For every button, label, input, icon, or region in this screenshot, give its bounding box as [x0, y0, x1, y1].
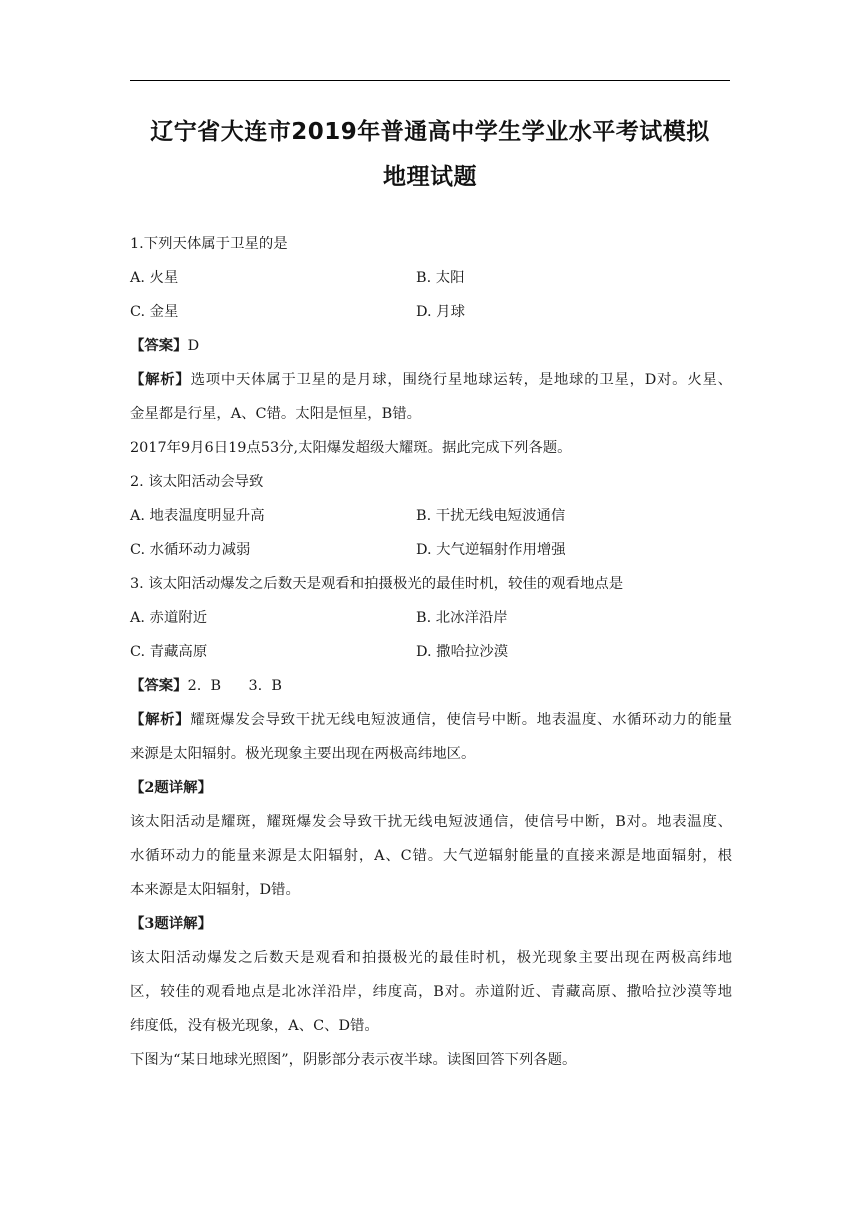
answer-value: 2. B 3. B — [187, 678, 282, 694]
q1-option-d: D. 月球 — [416, 304, 465, 320]
q3-option-a: A. 赤道附近 — [130, 610, 208, 626]
analysis-text: 耀斑爆发会导致干扰无线电短波通信，使信号中断。地表温度、水循环动力的能量 — [190, 712, 732, 728]
q3-stem: 3. 该太阳活动爆发之后数天是观看和拍摄极光的最佳时机，较佳的观看地点是 — [130, 576, 624, 592]
answer-tag: 【答案】 — [130, 337, 188, 354]
q2-stem: 2. 该太阳活动会导致 — [130, 474, 264, 490]
q1-stem: 1.下列天体属于卫星的是 — [130, 236, 288, 252]
analysis-tag: 【解析】 — [130, 711, 191, 728]
q2-3-analysis-line-1 — [130, 710, 732, 730]
detail-3-line-3: 纬度低，没有极光现象，A、C、D错。 — [130, 1018, 379, 1034]
q3-option-c: C. 青藏高原 — [130, 644, 208, 660]
header-rule — [130, 80, 730, 81]
q1-option-a: A. 火星 — [130, 270, 179, 286]
q2-option-d: D. 大气逆辐射作用增强 — [416, 542, 566, 558]
detail-2-heading: 【2题详解】 — [130, 779, 212, 796]
answer-tag: 【答案】 — [130, 677, 188, 694]
detail-3-line-1: 该太阳活动爆发之后数天是观看和拍摄极光的最佳时机，极光现象主要出现在两极高纬地 — [130, 950, 732, 966]
q1-option-b: B. 太阳 — [416, 270, 465, 286]
detail-2-line-2: 水循环动力的能量来源是太阳辐射，A、C错。大气逆辐射能量的直接来源是地面辐射，根 — [130, 848, 732, 864]
q2-3-answer — [130, 676, 732, 696]
detail-3-line-2: 区，较佳的观看地点是北冰洋沿岸，纬度高，B对。赤道附近、青藏高原、撒哈拉沙漠等地 — [130, 984, 732, 1000]
q1-answer — [130, 336, 732, 356]
detail-2-line-3: 本来源是太阳辐射，D错。 — [130, 882, 300, 898]
q3-option-b: B. 北冰洋沿岸 — [416, 610, 508, 626]
q2-option-a: A. 地表温度明显升高 — [130, 508, 265, 524]
q1-analysis-line-1 — [130, 370, 732, 390]
q2-3-analysis-line-2: 来源是太阳辐射。极光现象主要出现在两极高纬地区。 — [130, 746, 476, 762]
analysis-text: 选项中天体属于卫星的是月球，围绕行星地球运转，是地球的卫星，D对。火星、 — [190, 372, 732, 388]
detail-2-line-1: 该太阳活动是耀斑，耀斑爆发会导致干扰无线电短波通信，使信号中断，B对。地表温度、 — [130, 814, 732, 830]
q2-3-intro: 2017年9月6日19点53分,太阳爆发超级大耀斑。据此完成下列各题。 — [130, 440, 572, 456]
q3-option-d: D. 撒哈拉沙漠 — [416, 644, 509, 660]
next-section-intro: 下图为“某日地球光照图”，阴影部分表示夜半球。读图回答下列各题。 — [130, 1052, 577, 1068]
document-title: 辽宁省大连市2019年普通高中学生学业水平考试模拟 — [150, 119, 710, 145]
q2-option-b: B. 干扰无线电短波通信 — [416, 508, 566, 524]
detail-3-heading: 【3题详解】 — [130, 915, 212, 932]
document-subtitle: 地理试题 — [383, 164, 477, 190]
q1-analysis-line-2: 金星都是行星，A、C错。太阳是恒星，B错。 — [130, 406, 422, 422]
analysis-tag: 【解析】 — [130, 371, 191, 388]
answer-value: D — [187, 338, 200, 354]
q2-option-c: C. 水循环动力减弱 — [130, 542, 251, 558]
q1-option-c: C. 金星 — [130, 304, 179, 320]
